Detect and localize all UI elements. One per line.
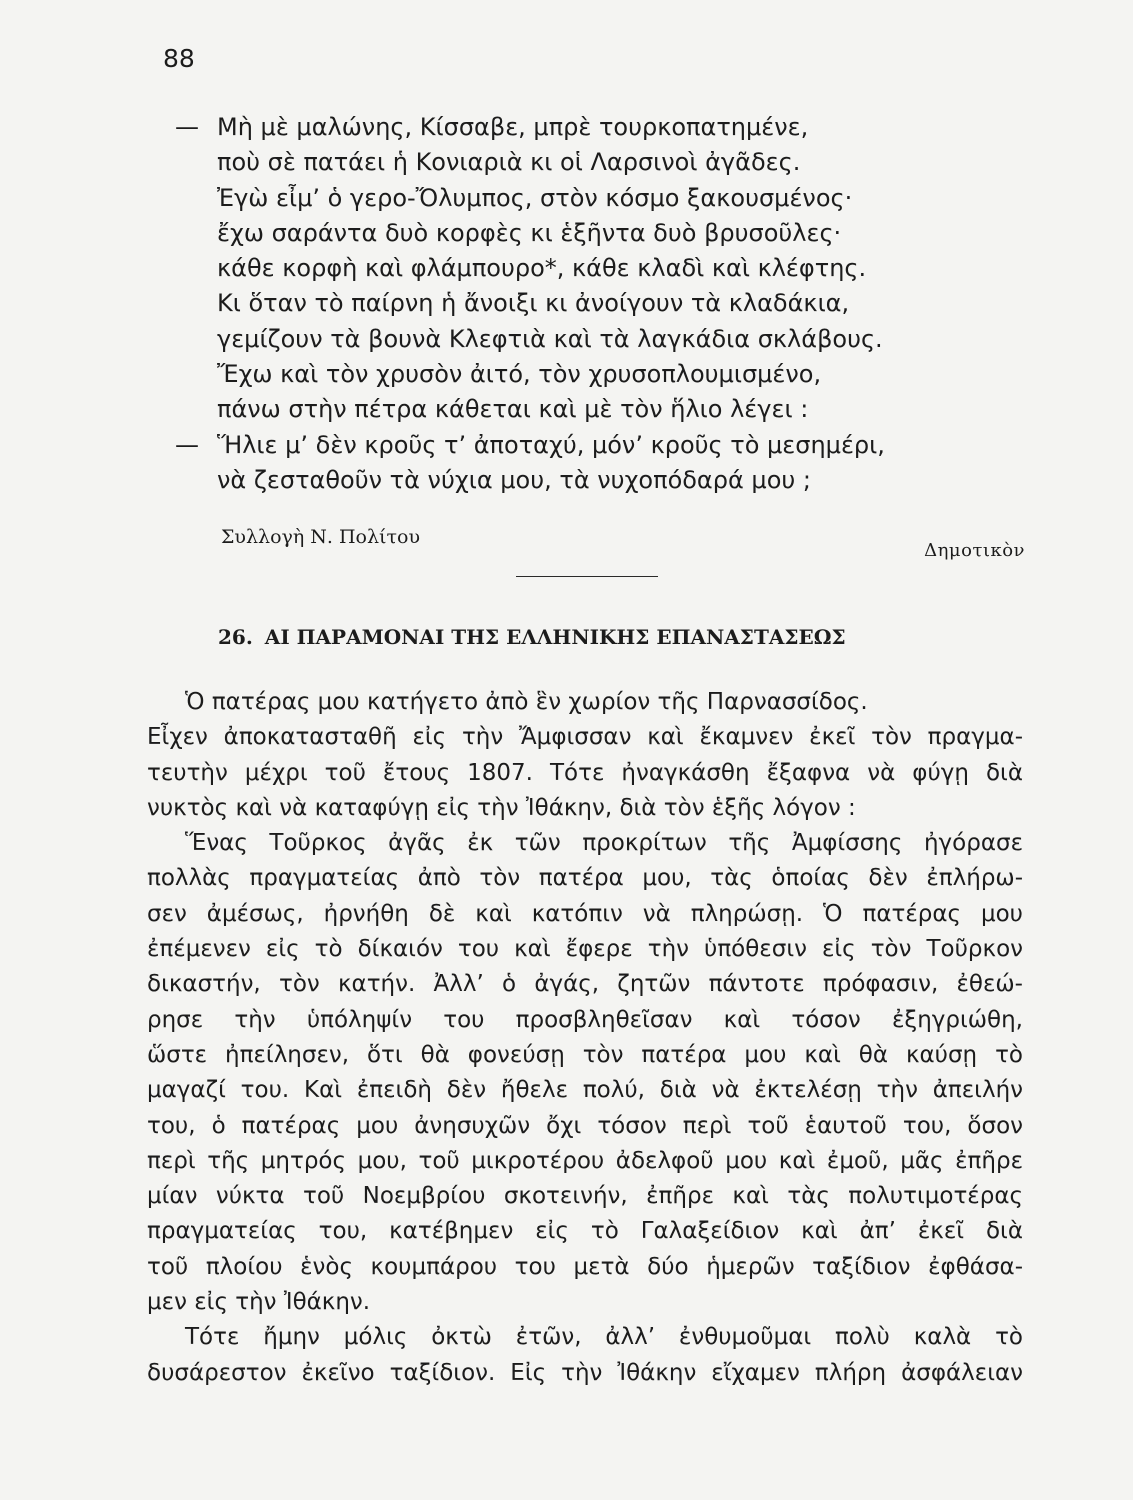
page-number: 88	[163, 44, 195, 73]
poem-line-text: νὰ ζεσταθοῦν τὰ νύχια μου, τὰ νυχοπόδαρά μου ;	[217, 465, 811, 494]
prose-body	[147, 685, 1023, 1391]
poem-line	[175, 110, 1005, 145]
prose-line: τευτὴν μέχρι τοῦ ἔτους 1807. Τότε ἠναγκάσθη ἔξαφνα νὰ φύγῃ διὰ	[147, 759, 1023, 786]
section-divider	[516, 576, 658, 577]
prose-line: Εἶχεν ἀποκατασταθῆ εἰς τὴν Ἄμφισσαν καὶ ἔκαμνεν ἐκεῖ τὸν πραγμα-	[147, 724, 1023, 751]
poem-line	[175, 463, 1005, 498]
poem-line-text: Κι ὅταν τὸ παίρνη ἡ ἄνοιξι κι ἀνοίγουν τὰ κλαδάκια,	[217, 289, 850, 318]
prose-line: τοῦ πλοίου ἑνὸς κουμπάρου του μετὰ δύο ἡμερῶν ταξίδιον ἐφθάσα-	[147, 1253, 1023, 1280]
poem-line-text: ποὺ σὲ πατάει ἡ Κονιαριὰ κι οἱ Λαρσινοὶ ἀγᾶδες.	[217, 148, 801, 177]
prose-line: δυσάρεστον ἐκεῖνο ταξίδιον. Εἰς τὴν Ἰθάκην εἴχαμεν πλήρη ἀσφάλειαν	[147, 1359, 1023, 1386]
prose-line: πραγματείας του, κατέβημεν εἰς τὸ Γαλαξείδιον καὶ ἀπ’ ἐκεῖ διὰ	[147, 1218, 1023, 1245]
prose-line: Ὁ πατέρας μου κατήγετο ἀπὸ ἓν χωρίον τῆς Παρνασσίδος.	[185, 689, 868, 715]
poem-line	[175, 392, 1005, 427]
poem-line-text: κάθε κορφὴ καὶ φλάμπουρο*, κάθε κλαδὶ καὶ κλέφτης.	[217, 254, 867, 283]
poem-line-text: γεμίζουν τὰ βουνὰ Κλεφτιὰ καὶ τὰ λαγκάδια σκλάβους.	[217, 324, 883, 353]
prose-line: μαγαζί του. Καὶ ἐπειδὴ δὲν ἤθελε πολύ, διὰ νὰ ἐκτελέσῃ τὴν ἀπειλήν	[147, 1077, 1023, 1104]
section-title: ΑΙ ΠΑΡΑΜΟΝΑΙ ΤΗΣ ΕΛΛΗΝΙΚΗΣ ΕΠΑΝΑΣΤΑΣΕΩΣ	[264, 625, 846, 649]
poem-credits	[221, 526, 1025, 566]
prose-line: σεν ἀμέσως, ἠρνήθη δὲ καὶ κατόπιν νὰ πληρώσῃ. Ὁ πατέρας μου	[147, 900, 1023, 927]
poem-source: Συλλογὴ Ν. Πολίτου	[221, 526, 420, 548]
dialogue-dash: —	[175, 430, 199, 459]
poem-line	[175, 181, 1005, 216]
prose-line: ὥστε ἠπείλησεν, ὅτι θὰ φονεύσῃ τὸν πατέρα μου καὶ θὰ καύσῃ τὸ	[147, 1041, 1023, 1068]
prose-line: ἐπέμενεν εἰς τὸ δίκαιόν του καὶ ἔφερε τὴν ὑπόθεσιν εἰς τὸν Τοῦρκον	[147, 936, 1023, 963]
prose-line: του, ὁ πατέρας μου ἀνησυχῶν ὄχι τόσον περὶ τοῦ ἑαυτοῦ του, ὅσον	[147, 1112, 1023, 1139]
poem-line	[175, 357, 1005, 392]
poem-genre: Δημοτικὸν	[924, 540, 1025, 561]
prose-line: ρησε τὴν ὑπόληψίν του προσβληθεῖσαν καὶ τόσον ἐξηγριώθη,	[147, 1006, 1023, 1033]
section-heading	[218, 622, 1018, 652]
section-number: 26.	[218, 625, 253, 649]
prose-line: νυκτὸς καὶ νὰ καταφύγῃ εἰς τὴν Ἰθάκην, διὰ τὸν ἑξῆς λόγον :	[147, 794, 856, 821]
dialogue-dash: —	[175, 113, 199, 141]
poem-line-text: Ἐγὼ εἶμ’ ὁ γερο-Ὄλυμπος, στὸν κόσμο ξακουσμένος·	[217, 183, 853, 212]
prose-line: δικαστήν, τὸν κατήν. Ἀλλ’ ὁ ἀγάς, ζητῶν πάντοτε πρόφασιν, ἐθεώ-	[147, 971, 1023, 998]
poem-line	[175, 286, 1005, 321]
prose-line: μεν εἰς τὴν Ἰθάκην.	[147, 1289, 371, 1316]
poem-line	[175, 145, 1005, 180]
poem-line-text: πάνω στὴν πέτρα κάθεται καὶ μὲ τὸν ἥλιο λέγει :	[217, 395, 809, 424]
poem-line	[175, 322, 1005, 357]
poem-line-text: Ἔχω καὶ τὸν χρυσὸν ἀιτό, τὸν χρυσοπλουμισμένο,	[217, 360, 822, 389]
poem-line-text: ἔχω σαράντα δυὸ κορφὲς κι ἑξῆντα δυὸ βρυσοῦλες·	[217, 218, 842, 247]
prose-line: Τότε ἤμην μόλις ὀκτὼ ἐτῶν, ἀλλ’ ἐνθυμοῦμαι πολὺ καλὰ τὸ	[185, 1324, 1023, 1351]
poem-line-text: Μὴ μὲ μαλώνης, Κίσσαβε, μπρὲ τουρκοπατημένε,	[217, 113, 809, 141]
poem	[175, 110, 1005, 498]
prose-line: μίαν νύκτα τοῦ Νοεμβρίου σκοτεινήν, ἐπῆρε καὶ τὰς πολυτιμοτέρας	[147, 1183, 1023, 1210]
poem-line	[175, 428, 1005, 463]
prose-line: πολλὰς πραγματείας ἀπὸ τὸν πατέρα μου, τὰς ὁποίας δὲν ἐπλήρω-	[147, 865, 1023, 892]
prose-line: Ἕνας Τοῦρκος ἀγᾶς ἐκ τῶν προκρίτων τῆς Ἀμφίσσης ἠγόρασε	[185, 830, 1023, 857]
prose-line: περὶ τῆς μητρός μου, τοῦ μικροτέρου ἀδελφοῦ μου καὶ ἐμοῦ, μᾶς ἐπῆρε	[147, 1147, 1023, 1174]
poem-line-text: Ἥλιε μ’ δὲν κροῦς τ’ ἀποταχύ, μόν’ κροῦς τὸ μεσημέρι,	[217, 430, 885, 459]
poem-line	[175, 216, 1005, 251]
poem-line	[175, 251, 1005, 286]
